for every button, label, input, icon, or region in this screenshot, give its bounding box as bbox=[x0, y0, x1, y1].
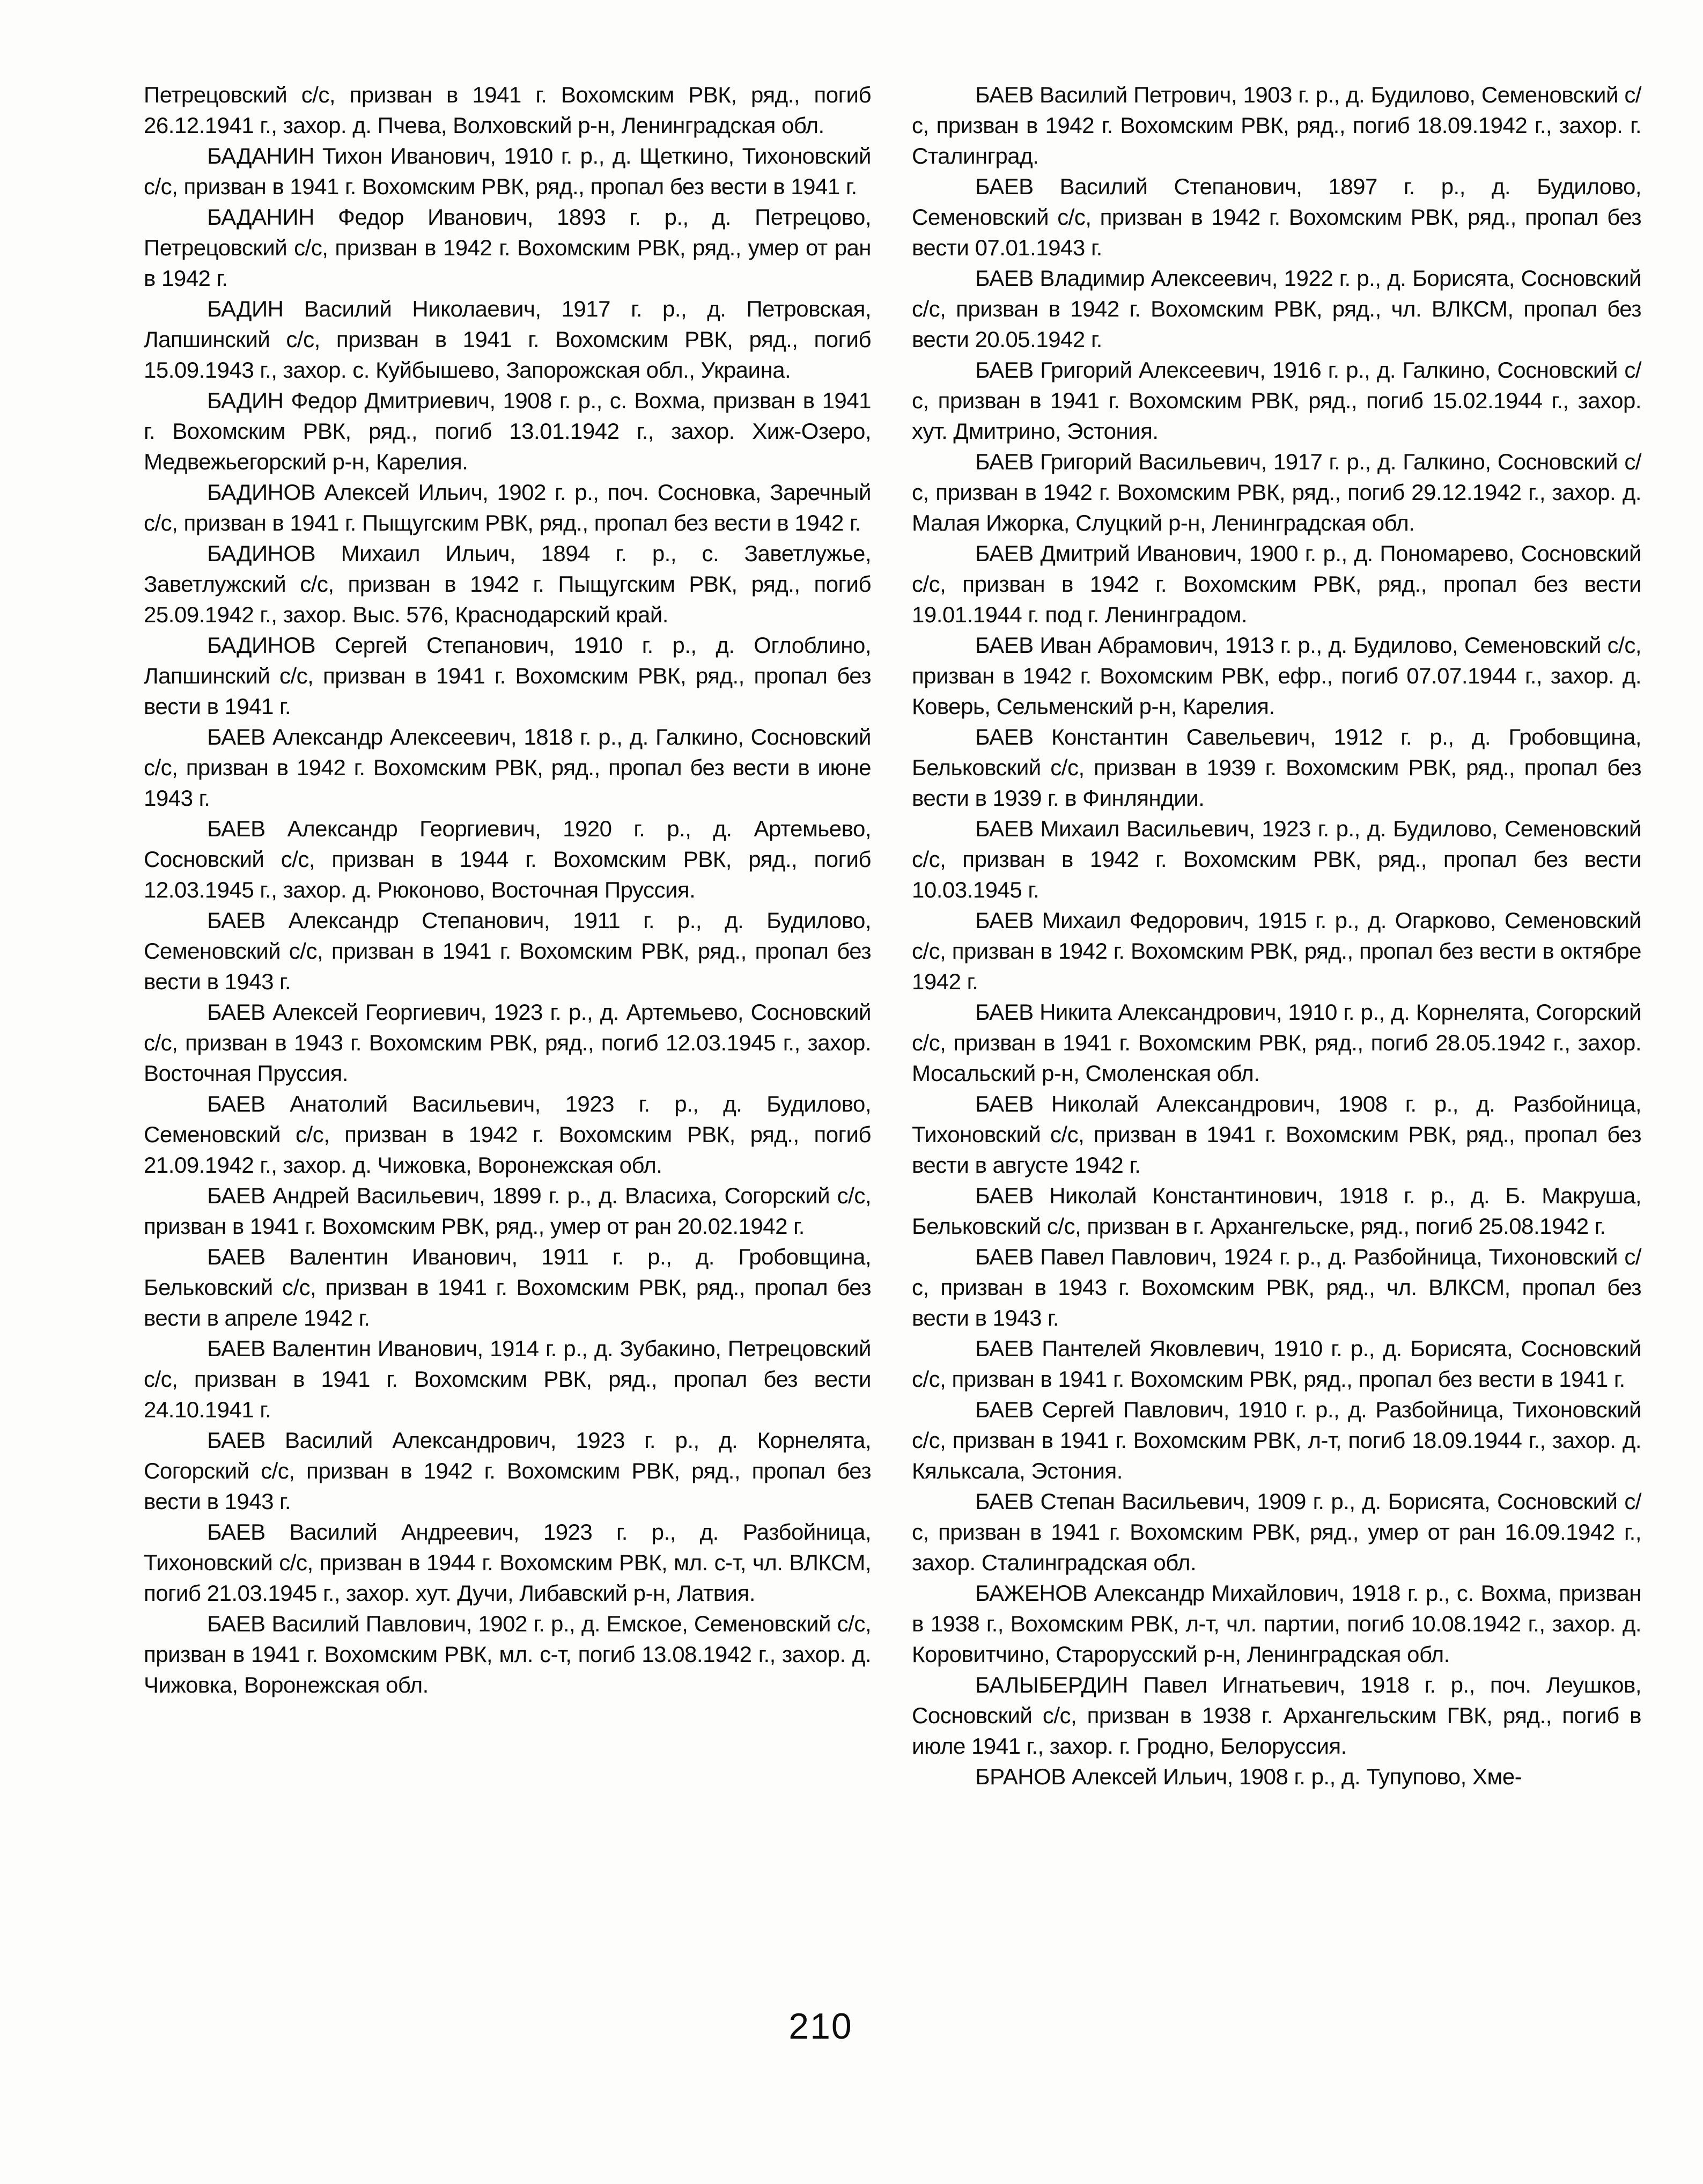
entry: БАЕВ Валентин Иванович, 1911 г. р., д. Гробовщина, Бельковский с/с, призван в 1941 г. Вохомским РВК, ряд., пропал без вести в апреле 1942 г. bbox=[144, 1244, 871, 1330]
entry: БАЕВ Андрей Васильевич, 1899 г. р., д. Власиха, Согорский с/с, призван в 1941 г. Вохомским РВК, ряд., умер от ран 20.02.1942 г. bbox=[144, 1183, 871, 1239]
entry: БАЕВ Николай Константинович, 1918 г. р., д. Б. Макруша, Бельковский с/с, призван в г. Архангельске, ряд., погиб 25.08.1942 г. bbox=[912, 1183, 1641, 1239]
entry: БАЕВ Сергей Павлович, 1910 г. р., д. Разбойница, Тихоновский с/с, призван в 1941 г. Вохомским РВК, л-т, погиб 18.09.1944 г., захор. д. Кяльксала, Эстония. bbox=[912, 1397, 1641, 1483]
entry: БРАНОВ Алексей Ильич, 1908 г. р., д. Тупупово, Хме- bbox=[975, 1764, 1522, 1789]
entry: БАДИН Василий Николаевич, 1917 г. р., д. Петровская, Лапшинский с/с, призван в 1941 г. Вохомским РВК, ряд., погиб 15.09.1943 г., захор. с. Куйбышево, Запорожская обл., Украина. bbox=[144, 296, 871, 383]
entry: БАЕВ Николай Александрович, 1908 г. р., д. Разбойница, Тихоновский с/с, призван в 1941 г. Вохомским РВК, ряд., пропал без вести в августе 1942 г. bbox=[912, 1091, 1641, 1178]
entry: БАЕВ Иван Абрамович, 1913 г. р., д. Будилово, Семеновский с/с, призван в 1942 г. Вохомским РВК, ефр., погиб 07.07.1944 г., захор. д. Коверь, Сельменский р-н, Карелия. bbox=[912, 633, 1641, 719]
entry: БАЕВ Анатолий Васильевич, 1923 г. р., д. Будилово, Семеновский с/с, призван в 1942 г. Вохомским РВК, ряд., погиб 21.09.1942 г., захор. д. Чижовка, Воронежская обл. bbox=[144, 1091, 871, 1178]
entry: БАЕВ Михаил Федорович, 1915 г. р., д. Огарково, Семеновский с/с, призван в 1942 г. Вохомским РВК, ряд., пропал без вести в октябре 1942 г. bbox=[912, 908, 1641, 994]
entry: БАЕВ Василий Андреевич, 1923 г. р., д. Разбойница, Тихоновский с/с, призван в 1944 г. Вохомским РВК, мл. с-т, чл. ВЛКСМ, погиб 21.03.1945 г., захор. хут. Дучи, Либавский р-н, Латвия. bbox=[144, 1519, 871, 1606]
entry: БАДИН Федор Дмитриевич, 1908 г. р., с. Вохма, призван в 1941 г. Вохомским РВК, ряд., погиб 13.01.1942 г., захор. Хиж-Озеро, Медвежьегорский р-н, Карелия. bbox=[144, 388, 871, 474]
entry: БАДАНИН Федор Иванович, 1893 г. р., д. Петрецово, Петрецовский с/с, призван в 1942 г. Вохомским РВК, ряд., умер от ран в 1942 г. bbox=[144, 204, 871, 291]
entry: БАЕВ Павел Павлович, 1924 г. р., д. Разбойница, Тихоновский с/с, призван в 1943 г. Вохомским РВК, ряд., чл. ВЛКСМ, пропал без вести в 1943 г. bbox=[912, 1244, 1641, 1330]
entry: БАЕВ Валентин Иванович, 1914 г. р., д. Зубакино, Петрецовский с/с, призван в 1941 г. Вохомским РВК, ряд., пропал без вести 24.10.1941 г. bbox=[144, 1336, 871, 1422]
entry: БАЕВ Владимир Алексеевич, 1922 г. р., д. Борисята, Сосновский с/с, призван в 1942 г. Вохомским РВК, ряд., чл. ВЛКСМ, пропал без вести 20.05.1942 г. bbox=[912, 266, 1641, 352]
entry: БАЕВ Степан Васильевич, 1909 г. р., д. Борисята, Сосновский с/с, призван в 1941 г. Вохомским РВК, ряд., умер от ран 16.09.1942 г., захор. Сталинградская обл. bbox=[912, 1489, 1641, 1575]
entry: Петрецовский с/с, призван в 1941 г. Вохомским РВК, ряд., погиб 26.12.1941 г., захор. д. Пчева, Волховский р-н, Ленинградская обл. bbox=[144, 82, 871, 138]
entry: БАДИНОВ Михаил Ильич, 1894 г. р., с. Заветлужье, Заветлужский с/с, призван в 1942 г. Пыщугским РВК, ряд., погиб 25.09.1942 г., захор. Выс. 576, Краснодарский край. bbox=[144, 541, 871, 627]
entry: БАЕВ Алексей Георгиевич, 1923 г. р., д. Артемьево, Сосновский с/с, призван в 1943 г. Вохомским РВК, ряд., погиб 12.03.1945 г., захор. Восточная Пруссия. bbox=[144, 999, 871, 1086]
entry: БАЕВ Пантелей Яковлевич, 1910 г. р., д. Борисята, Сосновский с/с, призван в 1941 г. Вохомским РВК, ряд., пропал без вести в 1941 г. bbox=[912, 1336, 1641, 1392]
entry: БАЕВ Александр Степанович, 1911 г. р., д. Будилово, Семеновский с/с, призван в 1941 г. Вохомским РВК, ряд., пропал без вести в 1943 г. bbox=[144, 908, 871, 994]
entry: БАЕВ Дмитрий Иванович, 1900 г. р., д. Пономарево, Сосновский с/с, призван в 1942 г. Вохомским РВК, ряд., пропал без вести 19.01.1944 г. под г. Ленинградом. bbox=[912, 541, 1641, 627]
right-column bbox=[912, 79, 1641, 1792]
entry: БАДИНОВ Алексей Ильич, 1902 г. р., поч. Сосновка, Заречный с/с, призван в 1941 г. Пыщугским РВК, ряд., пропал без вести в 1942 г. bbox=[144, 480, 871, 535]
entry: БАЕВ Никита Александрович, 1910 г. р., д. Корнелята, Согорский с/с, призван в 1941 г. Вохомским РВК, ряд., погиб 28.05.1942 г., захор. Мосальский р-н, Смоленская обл. bbox=[912, 999, 1641, 1086]
entry: БАЕВ Василий Павлович, 1902 г. р., д. Емское, Семеновский с/с, призван в 1941 г. Вохомским РВК, мл. с-т, погиб 13.08.1942 г., захор. д. Чижовка, Воронежская обл. bbox=[144, 1611, 871, 1697]
entry: БАЖЕНОВ Александр Михайлович, 1918 г. р., с. Вохма, призван в 1938 г., Вохомским РВК, л-т, чл. партии, погиб 10.08.1942 г., захор. д. Коровитчино, Старорусский р-н, Ленинградская обл. bbox=[912, 1580, 1641, 1667]
entry: БАЕВ Александр Алексеевич, 1818 г. р., д. Галкино, Сосновский с/с, призван в 1942 г. Вохомским РВК, ряд., пропал без вести в июне 1943 г. bbox=[144, 724, 871, 811]
entry: БАЕВ Василий Петрович, 1903 г. р., д. Будилово, Семеновский с/с, призван в 1942 г. Вохомским РВК, ряд., погиб 18.09.1942 г., захор. г. Сталинград. bbox=[912, 82, 1641, 168]
entry: БАЕВ Василий Степанович, 1897 г. р., д. Будилово, Семеновский с/с, призван в 1942 г. Вохомским РВК, ряд., пропал без вести 07.01.1943 г. bbox=[912, 174, 1641, 260]
entry: БАЕВ Василий Александрович, 1923 г. р., д. Корнелята, Согорский с/с, призван в 1942 г. Вохомским РВК, ряд., пропал без вести в 1943 г. bbox=[144, 1428, 871, 1514]
entry: БАЕВ Александр Георгиевич, 1920 г. р., д. Артемьево, Сосновский с/с, призван в 1944 г. Вохомским РВК, ряд., погиб 12.03.1945 г., захор. д. Рюконово, Восточная Пруссия. bbox=[144, 816, 871, 902]
entry: БАДАНИН Тихон Иванович, 1910 г. р., д. Щеткино, Тихоновский с/с, призван в 1941 г. Вохомским РВК, ряд., пропал без вести в 1941 г. bbox=[144, 143, 871, 199]
entry: БАЕВ Григорий Васильевич, 1917 г. р., д. Галкино, Сосновский с/с, призван в 1942 г. Вохомским РВК, ряд., погиб 29.12.1942 г., захор. д. Малая Ижорка, Слуцкий р-н, Ленинградская обл. bbox=[912, 449, 1641, 535]
left-column bbox=[144, 79, 871, 1700]
entry: БАЕВ Михаил Васильевич, 1923 г. р., д. Будилово, Семеновский с/с, призван в 1942 г. Вохомским РВК, ряд., пропал без вести 10.03.1945 г. bbox=[912, 816, 1641, 902]
entry: БАЕВ Григорий Алексеевич, 1916 г. р., д. Галкино, Сосновский с/с, призван в 1941 г. Вохомским РВК, ряд., погиб 15.02.1944 г., захор. хут. Дмитрино, Эстония. bbox=[912, 357, 1641, 444]
entry: БАДИНОВ Сергей Степанович, 1910 г. р., д. Оглоблино, Лапшинский с/с, призван в 1941 г. Вохомским РВК, ряд., пропал без вести в 1941 г. bbox=[144, 633, 871, 719]
page-number: 210 bbox=[788, 2006, 853, 2047]
entry: БАЕВ Константин Савельевич, 1912 г. р., д. Гробовщина, Бельковский с/с, призван в 1939 г. Вохомским РВК, ряд., пропал без вести в 1939 г. в Финляндии. bbox=[912, 724, 1641, 811]
entry: БАЛЫБЕРДИН Павел Игнатьевич, 1918 г. р., поч. Леушков, Сосновский с/с, призван в 1938 г. Архангельским ГВК, ряд., погиб в июле 1941 г., захор. г. Гродно, Белоруссия. bbox=[912, 1672, 1641, 1759]
